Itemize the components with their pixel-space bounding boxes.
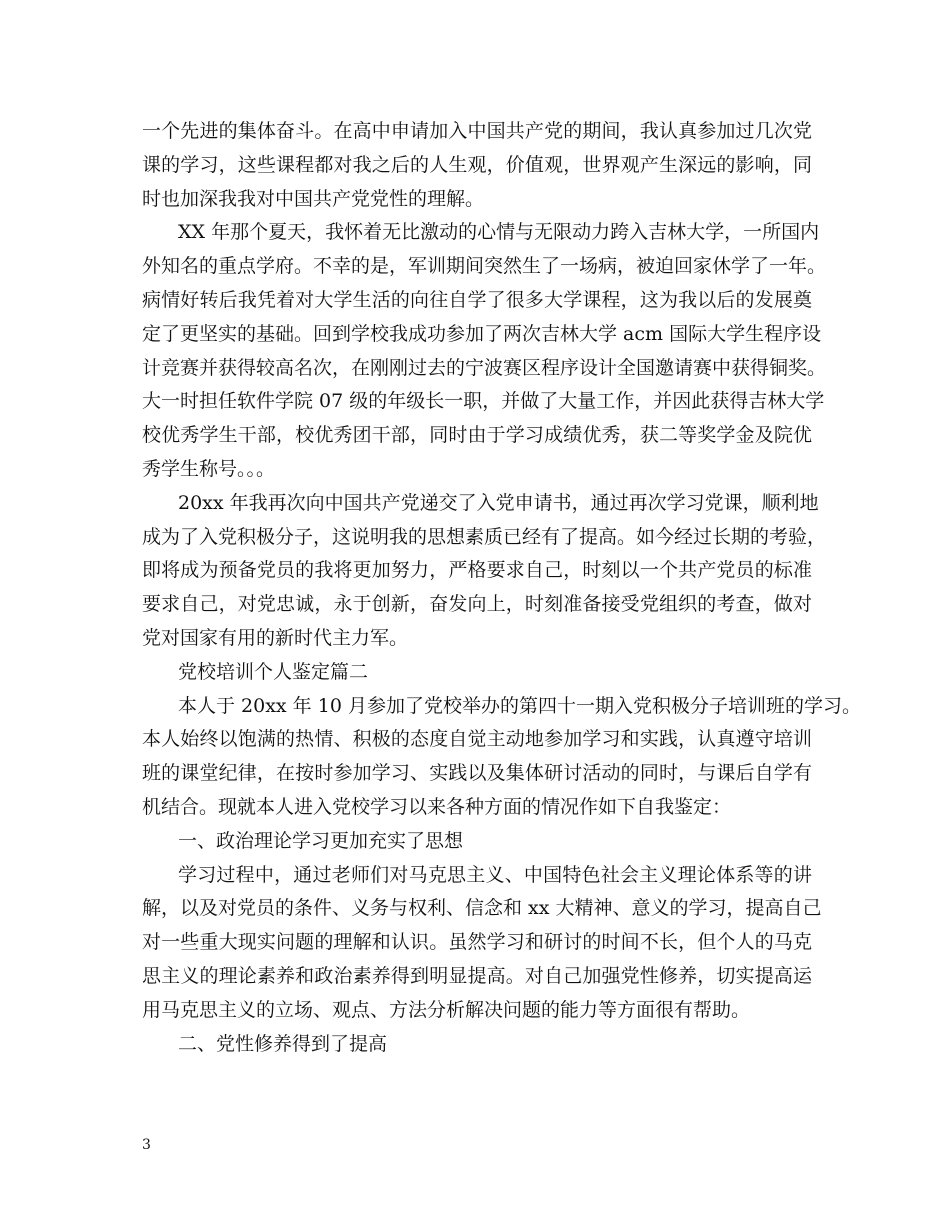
text-line: 外知名的重点学府。不幸的是，军训期间突然生了一场病，被迫回家休学了一年。: [142, 255, 827, 278]
text-line: 班的课堂纪律，在按时参加学习、实践以及集体研讨活动的同时，与课后自学有: [142, 762, 812, 785]
text-line: 党对国家有用的新时代主力军。: [142, 626, 409, 649]
text-line: 课的学习，这些课程都对我之后的人生观，价值观，世界观产生深远的影响，同: [142, 153, 812, 176]
text-line: 成为了入党积极分子，这说明我的思想素质已经有了提高。如今经过长期的考验，: [142, 525, 827, 548]
text-line: 思主义的理论素养和政治素养得到明显提高。对自己加强党性修养，切实提高运: [142, 964, 812, 987]
text-line: 解，以及对党员的条件、义务与权利、信念和 xx 大精神、意义的学习，提高自己: [142, 897, 822, 920]
section-heading: 党校培训个人鉴定篇二: [178, 660, 369, 683]
text-line: 本人于 20xx 年 10 月参加了党校举办的第四十一期入党积极分子培训班的学习。: [178, 694, 861, 717]
document-body: [142, 115, 861, 1061]
subsection-heading: 二、党性修养得到了提高: [178, 1032, 388, 1055]
text-line: 校优秀学生干部，校优秀团干部，同时由于学习成绩优秀，获二等奖学金及院优: [142, 424, 812, 447]
text-line: 机结合。现就本人进入党校学习以来各种方面的情况作如下自我鉴定：: [142, 795, 732, 818]
text-line: 一个先进的集体奋斗。在高中申请加入中国共产党的期间，我认真参加过几次党: [142, 120, 812, 142]
subsection-heading: 一、政治理论学习更加充实了思想: [178, 829, 464, 852]
text-line: 时也加深我我对中国共产党党性的理解。: [142, 187, 485, 210]
text-line: 用马克思主义的立场、观点、方法分析解决问题的能力等方面很有帮助。: [142, 998, 751, 1021]
text-line: 即将成为预备党员的我将更加努力，严格要求自己，时刻以一个共产党员的标准: [142, 559, 812, 582]
page-number: 3: [142, 1137, 151, 1153]
text-line: XX 年那个夏天，我怀着无比激动的心情与无限动力跨入吉林大学，一所国内: [178, 221, 820, 244]
text-line: 本人始终以饱满的热情、积极的态度自觉主动地参加学习和实践，认真遵守培训: [142, 728, 812, 751]
text-line: 学习过程中，通过老师们对马克思主义、中国特色社会主义理论体系等的讲: [178, 863, 812, 886]
text-line: 计竞赛并获得较高名次，在刚刚过去的宁波赛区程序设计全国邀请赛中获得铜奖。: [142, 356, 827, 379]
text-line: 定了更坚实的基础。回到学校我成功参加了两次吉林大学 acm 国际大学生程序设: [142, 322, 822, 345]
text-line: 20xx 年我再次向中国共产党递交了入党申请书，通过再次学习党课，顺利地: [178, 491, 819, 514]
text-line: 大一时担任软件学院 07 级的年级长一职，并做了大量工作，并因此获得吉林大学: [142, 390, 825, 413]
text-line: 对一些重大现实问题的理解和认识。虽然学习和研讨的时间不长，但个人的马克: [142, 931, 812, 954]
text-line: 病情好转后我凭着对大学生活的向往自学了很多大学课程，这为我以后的发展奠: [142, 288, 812, 311]
text-line: 秀学生称号。。。: [142, 457, 276, 480]
text-line: 要求自己，对党忠诚，永于创新，奋发向上，时刻准备接受党组织的考查，做对: [142, 593, 812, 616]
